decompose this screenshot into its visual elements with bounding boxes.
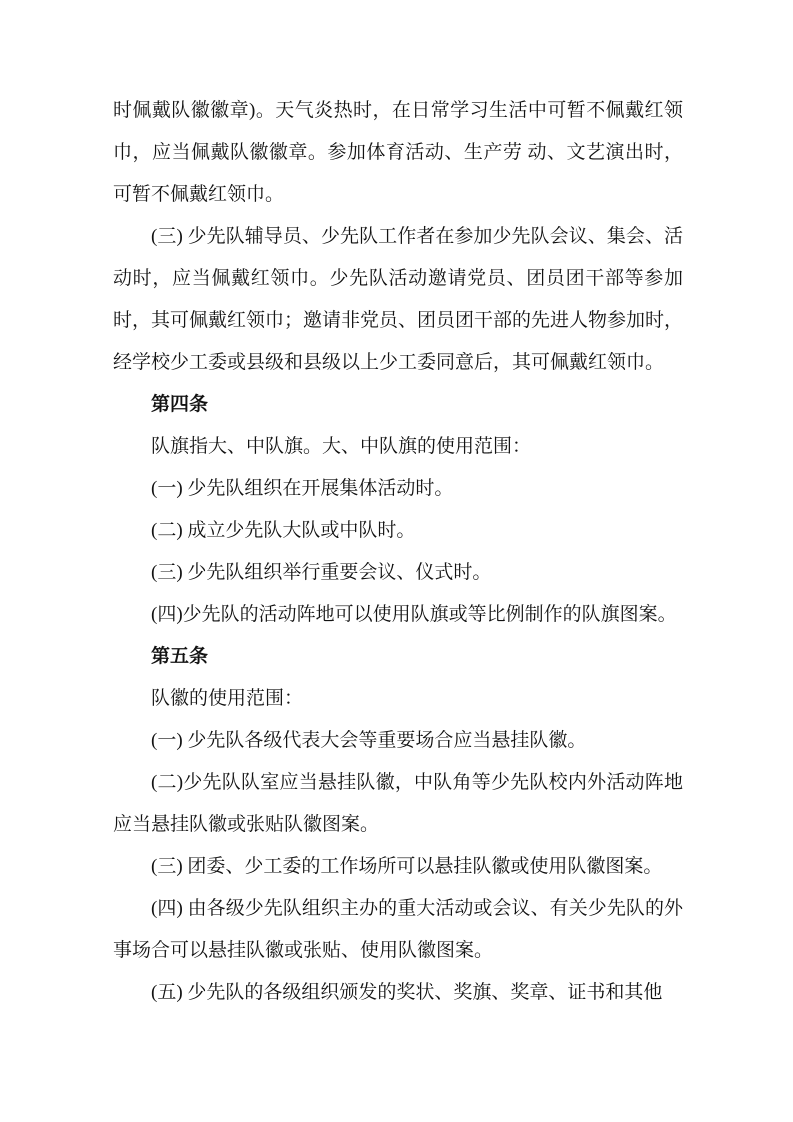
section-heading-article-4: 第四条 bbox=[151, 394, 209, 415]
section-heading-article-5: 第五条 bbox=[151, 646, 209, 667]
paragraph-flag-item-3: (三) 少先队组织举行重要会议、仪式时。 bbox=[151, 562, 492, 583]
paragraph-flag-item-4: (四)少先队的活动阵地可以使用队旗或等比例制作的队旗图案。 bbox=[151, 604, 677, 625]
paragraph-emblem-item-2: (二)少先队队室应当悬挂队徽，中队角等少先队校内外活动阵地应当悬挂队徽或张贴队徽图案。 bbox=[113, 772, 683, 835]
paragraph-flag-item-1: (一) 少先队组织在开展集体活动时。 bbox=[151, 478, 454, 499]
paragraph-flag-scope-intro: 队旗指大、中队旗。大、中队旗的使用范围： bbox=[151, 436, 532, 457]
paragraph-emblem-item-5: (五) 少先队的各级组织颁发的奖状、奖旗、奖章、证书和其他 bbox=[151, 982, 663, 1003]
paragraph-emblem-item-4: (四) 由各级少先队组织主办的重大活动或会议、有关少先队的外事场合可以悬挂队徽或张贴、使用队徽图案。 bbox=[113, 898, 683, 961]
paragraph-emblem-item-1: (一) 少先队各级代表大会等重要场合应当悬挂队徽。 bbox=[151, 730, 587, 751]
paragraph-item-3-scarf: (三) 少先队辅导员、少先队工作者在参加少先队会议、集会、活动时，应当佩戴红领巾。少先队活动邀请党员、团员团干部等参加时，其可佩戴红领巾；邀请非党员、团员团干部的先进人物参加时，经学校少工委或县级和县级以上少工委同意后，其可佩戴红领巾。 bbox=[113, 226, 684, 373]
paragraph-emblem-item-3: (三) 团委、少工委的工作场所可以悬挂队徽或使用队徽图案。 bbox=[151, 856, 663, 877]
document-content bbox=[113, 90, 683, 1014]
paragraph-emblem-scope-intro: 队徽的使用范围： bbox=[151, 688, 304, 709]
paragraph-flag-item-2: (二) 成立少先队大队或中队时。 bbox=[151, 520, 416, 541]
paragraph-continuation: 时佩戴队徽徽章)。天气炎热时，在日常学习生活中可暂不佩戴红领巾，应当佩戴队徽徽章。参加体育活动、生产劳 动、文艺演出时，可暂不佩戴红领巾。 bbox=[113, 100, 683, 205]
